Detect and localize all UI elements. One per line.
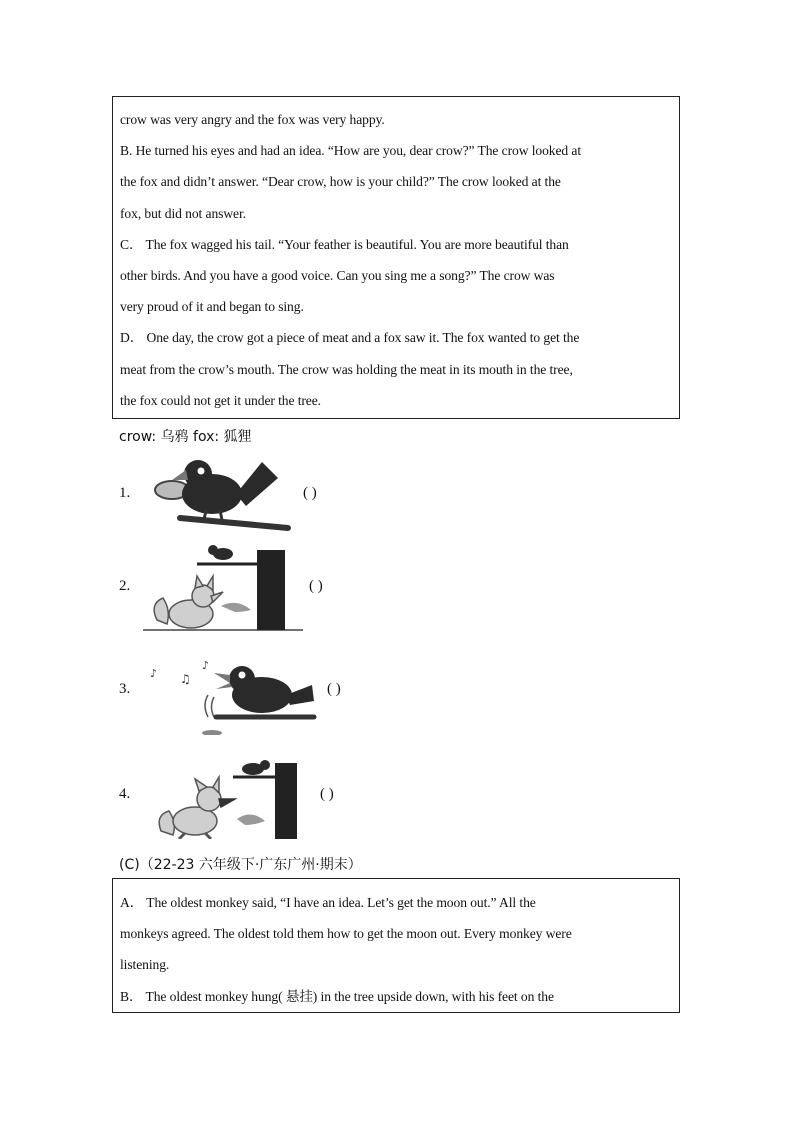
story-line: B． The oldest monkey hung( 悬挂) in the tree upside down, with his feet on the <box>120 988 554 1004</box>
item-number: 4. <box>119 786 131 802</box>
svg-text:♪: ♪ <box>150 667 158 680</box>
svg-text:♫: ♫ <box>180 672 191 686</box>
story-line: very proud of it and began to sing. <box>120 299 304 315</box>
crow-with-meat-on-branch-icon <box>150 452 292 532</box>
answer-blank[interactable]: ( ) <box>320 786 334 802</box>
story-line: listening. <box>120 957 170 973</box>
story-line: A． The oldest monkey said, “I have an idea. Let’s get the moon out.” All the <box>120 895 536 910</box>
story-box-2 <box>112 878 680 1013</box>
story-line: crow was very angry and the fox was very happy. <box>120 112 385 127</box>
story-line: fox, but did not answer. <box>120 205 246 221</box>
section-c-heading: (C)（22-23 六年级下·广东广州·期末） <box>119 857 362 873</box>
answer-blank[interactable]: ( ) <box>303 485 317 501</box>
crow-singing-meat-falling-icon <box>146 655 320 735</box>
story-line: other birds. And you have a good voice. Can you sing me a song?” The crow was <box>120 268 555 284</box>
fox-running-away-from-tree-icon <box>155 755 313 839</box>
answer-blank[interactable]: ( ) <box>327 681 341 697</box>
vocabulary-note: crow: 乌鸦 fox: 狐狸 <box>119 429 252 445</box>
fox-under-tree-with-crow-icon <box>143 540 303 634</box>
answer-blank[interactable]: ( ) <box>309 578 323 594</box>
svg-text:♪: ♪ <box>202 659 210 672</box>
story-line: D． One day, the crow got a piece of meat and a fox saw it. The fox wanted to get the <box>120 330 580 346</box>
story-line: monkeys agreed. The oldest told them how to get the moon out. Every monkey were <box>120 926 572 942</box>
story-line: the fox and didn’t answer. “Dear crow, how is your child?” The crow looked at the <box>120 174 561 190</box>
story-line: the fox could not get it under the tree. <box>120 392 321 408</box>
item-number: 1. <box>119 485 131 501</box>
item-number: 2. <box>119 578 131 594</box>
item-number: 3. <box>119 681 131 697</box>
story-line: B. He turned his eyes and had an idea. “How are you, dear crow?” The crow looked at <box>120 143 582 159</box>
story-line: C． The fox wagged his tail. “Your feather is beautiful. You are more beautiful than <box>120 236 569 252</box>
story-line: meat from the crow’s mouth. The crow was holding the meat in its mouth in the tree, <box>120 361 573 377</box>
story-box-1 <box>112 96 680 419</box>
